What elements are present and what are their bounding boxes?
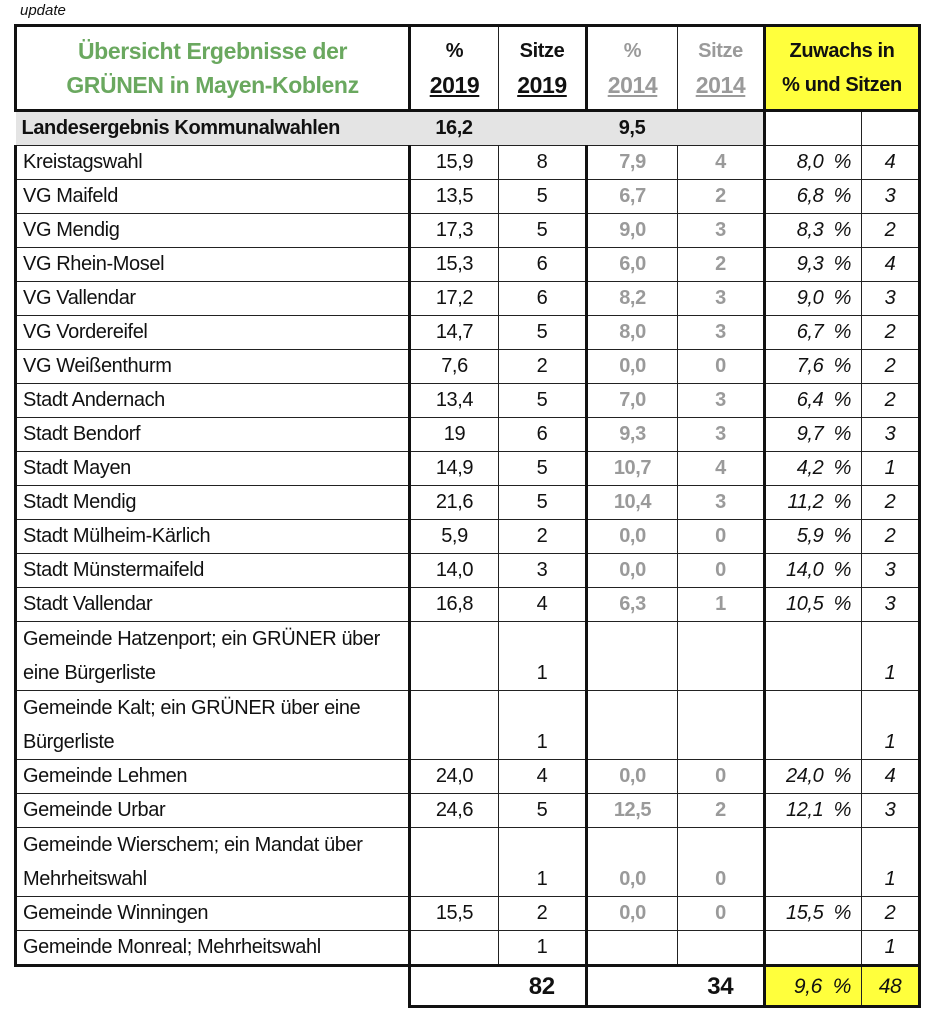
pct-2019: 17,3 (410, 214, 499, 248)
gain-pct: 11,2 % (765, 486, 862, 520)
gain-pct: 6,7 % (765, 316, 862, 350)
row-name: Stadt Vallendar (16, 588, 410, 622)
seats-2019: 1 (499, 828, 587, 897)
gain-seats: 4 (862, 760, 920, 794)
pct-2019: 15,5 (410, 897, 499, 931)
seats-2019: 2 (499, 350, 587, 384)
seats-2019: 5 (499, 452, 587, 486)
row-name: VG Vordereifel (16, 316, 410, 350)
pct-2019 (410, 691, 499, 760)
row-name: Stadt Mayen (16, 452, 410, 486)
row-name: Stadt Andernach (16, 384, 410, 418)
seats-2014: 2 (678, 794, 765, 828)
gain-seats: 1 (862, 622, 920, 691)
gain-pct (765, 691, 862, 760)
gain-pct: 10,5 % (765, 588, 862, 622)
pct-2019: 24,0 (410, 760, 499, 794)
row-name: Gemeinde Hatzenport; ein GRÜNER über eine Bürgerliste (16, 622, 410, 691)
seats-2019: 5 (499, 316, 587, 350)
seats-2014: 2 (678, 180, 765, 214)
gain-pct: 4,2 % (765, 452, 862, 486)
table-row (16, 554, 920, 588)
table-row (16, 418, 920, 452)
gain-pct (765, 622, 862, 691)
table-row (16, 486, 920, 520)
seats-2014: 0 (678, 897, 765, 931)
pct-2019: 14,9 (410, 452, 499, 486)
seats-2019: 5 (499, 794, 587, 828)
gain-pct: 9,7 % (765, 418, 862, 452)
seats-2014: 0 (678, 350, 765, 384)
table-row (16, 146, 920, 180)
gain-pct: 8,0 % (765, 146, 862, 180)
gain-pct: 12,1 % (765, 794, 862, 828)
pct-2014: 9,3 (587, 418, 678, 452)
pct-2019 (410, 931, 499, 966)
table-row (16, 760, 920, 794)
seats-2019: 6 (499, 282, 587, 316)
pct-2014: 0,0 (587, 828, 678, 897)
seats-2019: 5 (499, 180, 587, 214)
gain-pct: 7,6 % (765, 350, 862, 384)
gain-seats: 1 (862, 452, 920, 486)
gain-pct: 15,5 % (765, 897, 862, 931)
row-name: Gemeinde Urbar (16, 794, 410, 828)
row-name: Stadt Mülheim-Kärlich (16, 520, 410, 554)
gain-seats: 1 (862, 691, 920, 760)
seats-2019: 5 (499, 486, 587, 520)
gain-seats: 3 (862, 282, 920, 316)
seats-2014: 0 (678, 554, 765, 588)
gain-seats: 3 (862, 180, 920, 214)
pct-2019: 13,4 (410, 384, 499, 418)
pct-2014: 12,5 (587, 794, 678, 828)
total-seats-2019: 82 (499, 966, 587, 1007)
pct-2014: 0,0 (587, 897, 678, 931)
landes-label: Landesergebnis Kommunalwahlen (16, 111, 410, 146)
gain-seats: 3 (862, 588, 920, 622)
seats-2014: 0 (678, 520, 765, 554)
seats-2019: 2 (499, 520, 587, 554)
pct-2019: 21,6 (410, 486, 499, 520)
seats-2014: 4 (678, 452, 765, 486)
table-title: Übersicht Ergebnisse der GRÜNEN in Mayen-Koblenz (16, 26, 410, 111)
gain-seats: 2 (862, 384, 920, 418)
landes-pct-2019: 16,2 (410, 111, 499, 146)
total-seats-2014: 34 (678, 966, 765, 1007)
header-seats-2019: Sitze 2019 (499, 26, 587, 111)
table-row (16, 828, 920, 897)
gain-pct: 9,3 % (765, 248, 862, 282)
totals-row (16, 966, 920, 1007)
seats-2014: 3 (678, 384, 765, 418)
pct-2014 (587, 931, 678, 966)
pct-2014: 10,7 (587, 452, 678, 486)
pct-2014 (587, 622, 678, 691)
update-note: update (20, 2, 66, 19)
gain-pct (765, 828, 862, 897)
pct-2014: 0,0 (587, 520, 678, 554)
row-name: Kreistagswahl (16, 146, 410, 180)
pct-2014: 10,4 (587, 486, 678, 520)
pct-2019: 7,6 (410, 350, 499, 384)
pct-2019: 14,0 (410, 554, 499, 588)
seats-2019: 5 (499, 214, 587, 248)
table-row (16, 452, 920, 486)
table-row (16, 316, 920, 350)
gain-pct: 6,4 % (765, 384, 862, 418)
seats-2019: 8 (499, 146, 587, 180)
row-name: Stadt Münstermaifeld (16, 554, 410, 588)
gain-seats: 3 (862, 794, 920, 828)
gain-pct: 6,8 % (765, 180, 862, 214)
gain-seats: 2 (862, 520, 920, 554)
gain-seats: 2 (862, 316, 920, 350)
gain-pct: 8,3 % (765, 214, 862, 248)
table-row (16, 931, 920, 966)
pct-2019 (410, 622, 499, 691)
pct-2014: 6,0 (587, 248, 678, 282)
pct-2019: 19 (410, 418, 499, 452)
gain-pct (765, 931, 862, 966)
table-row (16, 180, 920, 214)
pct-2019 (410, 828, 499, 897)
pct-2014: 0,0 (587, 554, 678, 588)
table-row (16, 214, 920, 248)
seats-2014: 3 (678, 418, 765, 452)
pct-2014: 9,0 (587, 214, 678, 248)
seats-2019: 4 (499, 588, 587, 622)
row-name: Stadt Mendig (16, 486, 410, 520)
row-name: Stadt Bendorf (16, 418, 410, 452)
gain-seats: 1 (862, 931, 920, 966)
row-name: VG Vallendar (16, 282, 410, 316)
seats-2019: 3 (499, 554, 587, 588)
gain-seats: 4 (862, 146, 920, 180)
gain-pct: 24,0 % (765, 760, 862, 794)
table-row (16, 691, 920, 760)
gain-seats: 4 (862, 248, 920, 282)
row-name: VG Weißenthurm (16, 350, 410, 384)
pct-2019: 13,5 (410, 180, 499, 214)
total-gain-pct: 9,6 % (765, 966, 862, 1007)
gain-seats: 2 (862, 350, 920, 384)
header-row (16, 26, 920, 111)
seats-2014: 3 (678, 486, 765, 520)
table-row (16, 350, 920, 384)
table-row (16, 794, 920, 828)
gain-seats: 2 (862, 897, 920, 931)
pct-2019: 17,2 (410, 282, 499, 316)
seats-2014: 0 (678, 828, 765, 897)
pct-2014: 6,3 (587, 588, 678, 622)
seats-2014: 0 (678, 760, 765, 794)
pct-2014: 8,0 (587, 316, 678, 350)
header-seats-2014: Sitze 2014 (678, 26, 765, 111)
table-row (16, 384, 920, 418)
seats-2014 (678, 622, 765, 691)
table-row (16, 897, 920, 931)
gain-seats: 1 (862, 828, 920, 897)
results-table (14, 24, 921, 1008)
seats-2014: 4 (678, 146, 765, 180)
seats-2019: 6 (499, 248, 587, 282)
row-name: Gemeinde Wierschem; ein Mandat über Mehrheitswahl (16, 828, 410, 897)
seats-2019: 1 (499, 931, 587, 966)
header-gain: Zuwachs in % und Sitzen (765, 26, 920, 111)
seats-2019: 6 (499, 418, 587, 452)
seats-2019: 1 (499, 622, 587, 691)
pct-2014: 7,0 (587, 384, 678, 418)
table-row (16, 588, 920, 622)
pct-2019: 15,9 (410, 146, 499, 180)
pct-2014: 7,9 (587, 146, 678, 180)
pct-2019: 5,9 (410, 520, 499, 554)
pct-2014: 8,2 (587, 282, 678, 316)
gain-seats: 3 (862, 554, 920, 588)
row-name: Gemeinde Kalt; ein GRÜNER über eine Bürgerliste (16, 691, 410, 760)
header-pct-2014: % 2014 (587, 26, 678, 111)
pct-2019: 24,6 (410, 794, 499, 828)
pct-2014: 0,0 (587, 760, 678, 794)
pct-2019: 16,8 (410, 588, 499, 622)
seats-2014: 3 (678, 214, 765, 248)
table-row (16, 622, 920, 691)
gain-seats: 3 (862, 418, 920, 452)
row-name: VG Rhein-Mosel (16, 248, 410, 282)
gain-seats: 2 (862, 214, 920, 248)
landes-pct-2014: 9,5 (587, 111, 678, 146)
landes-row (16, 111, 920, 146)
gain-pct: 9,0 % (765, 282, 862, 316)
seats-2014: 3 (678, 316, 765, 350)
gain-seats: 2 (862, 486, 920, 520)
seats-2019: 1 (499, 691, 587, 760)
row-name: Gemeinde Winningen (16, 897, 410, 931)
seats-2014: 2 (678, 248, 765, 282)
row-name: VG Mendig (16, 214, 410, 248)
pct-2014 (587, 691, 678, 760)
table-row (16, 520, 920, 554)
table-row (16, 248, 920, 282)
gain-pct: 14,0 % (765, 554, 862, 588)
row-name: Gemeinde Lehmen (16, 760, 410, 794)
seats-2019: 4 (499, 760, 587, 794)
pct-2014: 0,0 (587, 350, 678, 384)
header-pct-2019: % 2019 (410, 26, 499, 111)
row-name: VG Maifeld (16, 180, 410, 214)
row-name: Gemeinde Monreal; Mehrheitswahl (16, 931, 410, 966)
pct-2014: 6,7 (587, 180, 678, 214)
pct-2019: 14,7 (410, 316, 499, 350)
seats-2014: 3 (678, 282, 765, 316)
seats-2019: 5 (499, 384, 587, 418)
gain-pct: 5,9 % (765, 520, 862, 554)
pct-2019: 15,3 (410, 248, 499, 282)
seats-2019: 2 (499, 897, 587, 931)
table-row (16, 282, 920, 316)
seats-2014: 1 (678, 588, 765, 622)
total-gain-seats: 48 (862, 966, 920, 1007)
seats-2014 (678, 931, 765, 966)
seats-2014 (678, 691, 765, 760)
